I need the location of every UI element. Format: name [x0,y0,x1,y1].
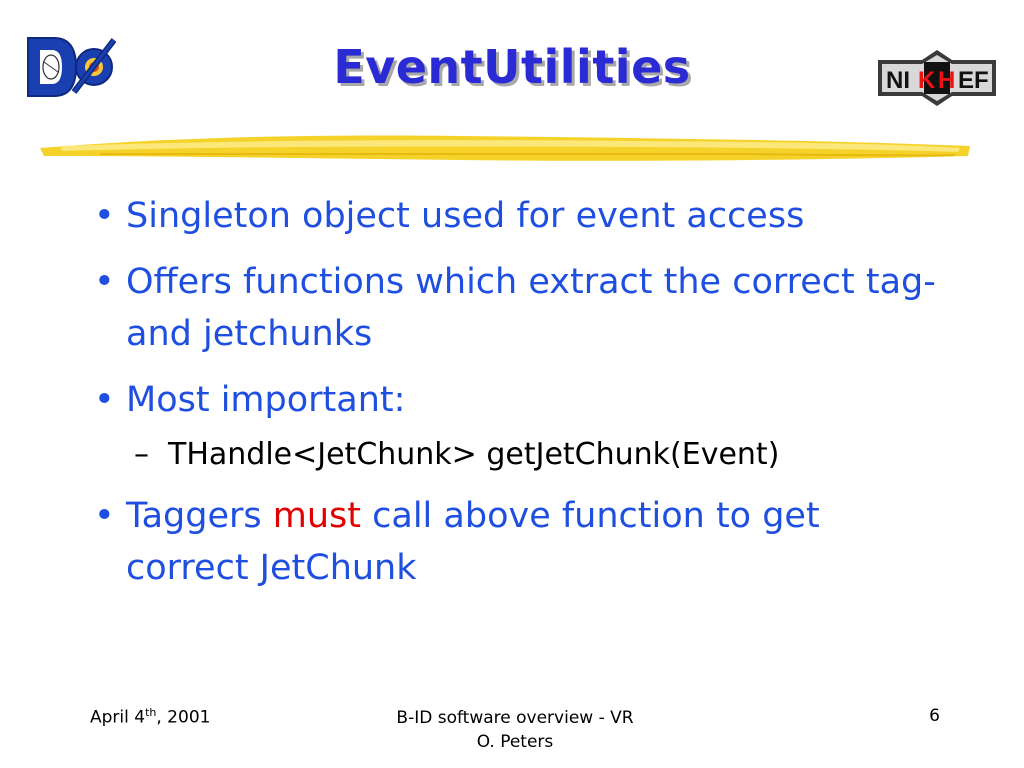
bullet-item [92,490,952,594]
svg-text:K: K [918,67,936,94]
bullet-symbol: • [94,380,115,420]
svg-text:H: H [938,67,956,94]
bullet-text: Singleton object used for event access [126,196,805,236]
page-number: 6 [929,706,940,726]
sub-bullet-item [92,430,952,480]
footer-title [360,706,670,754]
footer-title-line2: O. Peters [476,732,554,752]
footer-date-sup: th [145,706,157,719]
footer-title-line1: B-ID software overview - VR [396,708,634,728]
footer-date [90,706,210,728]
slide-title: EventUtilities [333,40,691,94]
bullet-item [92,374,952,426]
sub-bullet-text: THandle<JetChunk> getJetChunk(Event) [168,437,780,472]
bullet-item [92,190,952,242]
svg-text:NI: NI [886,67,910,94]
bullet-symbol: • [94,196,115,236]
bullet-text-suffix: call above function to get correct JetChunk [126,496,820,588]
svg-text:EF: EF [958,67,989,94]
bullet-item [92,256,952,360]
bullet-list [92,190,952,608]
bullet-symbol: • [94,496,115,536]
bullet-text: Offers functions which extract the correct tag- and jetchunks [126,262,936,354]
bullet-text-prefix: Taggers [126,496,273,536]
footer-date-main: April 4 [90,707,146,728]
title-underline-brush [40,126,970,168]
bullet-emphasis: must [272,496,362,536]
sub-bullet-dash: – [134,437,149,472]
bullet-symbol: • [94,262,115,302]
bullet-text: Most important: [126,380,406,420]
footer-date-tail: , 2001 [156,707,211,728]
